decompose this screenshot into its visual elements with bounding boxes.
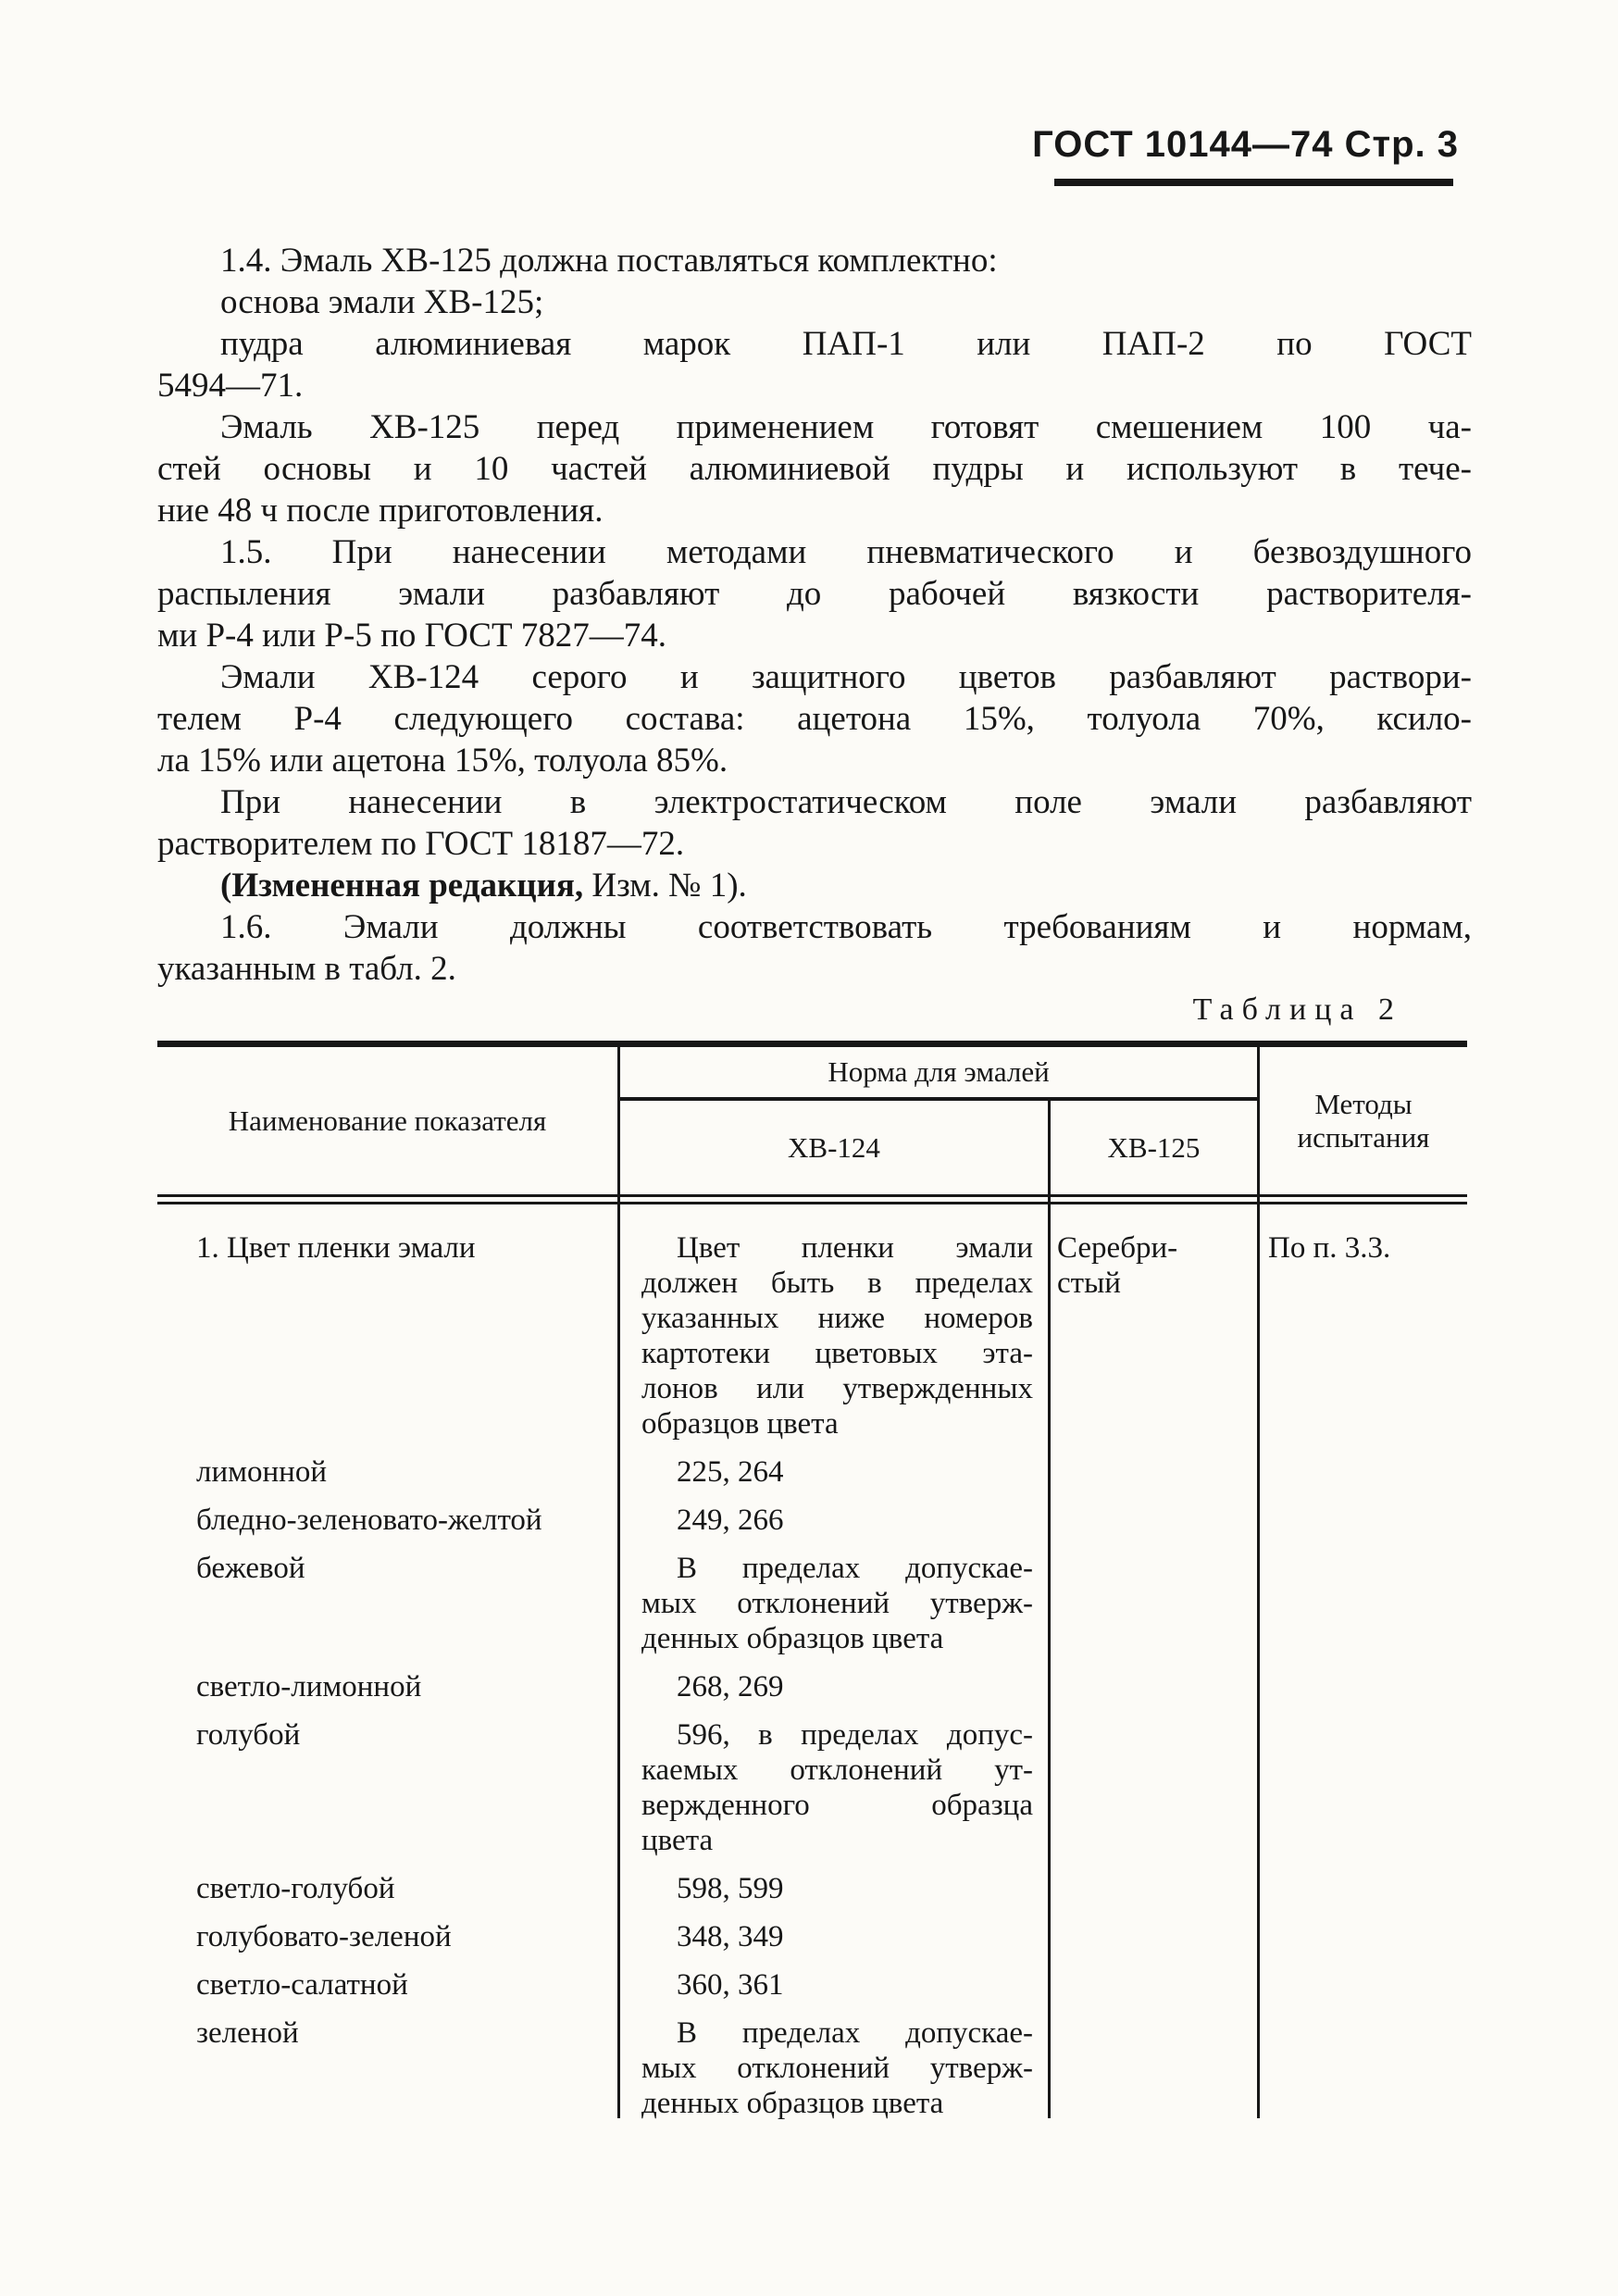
table-cell-line: стый [1057, 1267, 1121, 1300]
table-cell-line: 249, 266 [677, 1504, 784, 1537]
table-cell-line: бежевой [196, 1552, 305, 1585]
table-cell-line: лонов или утвержденных [641, 1372, 1033, 1405]
body-text [157, 240, 1472, 990]
table-cell [617, 1230, 1048, 1441]
paragraph-line: ние 48 ч после приготовления. [157, 492, 604, 530]
paragraph-line: Эмали ХВ-124 серого и защитного цветов разбавляют раствори- [220, 658, 1472, 696]
paragraph-line: телем Р-4 следующего состава: ацетона 15%, толуола 70%, ксило- [157, 700, 1472, 738]
table-cell [157, 1669, 617, 1704]
table-cell-line: зеленой [196, 2016, 299, 2050]
table-row [157, 1919, 1467, 1954]
table-cell [617, 2015, 1048, 2121]
paragraph-line: растворителем по ГОСТ 18187—72. [157, 825, 685, 863]
table-cell-line: 348, 349 [677, 1920, 784, 1953]
table-cell-line: цвета [641, 1824, 714, 1857]
paragraph [157, 906, 1472, 990]
table-cell [617, 1551, 1048, 1656]
table-cell-line: картотеки цветовых эта- [641, 1337, 1033, 1370]
table-row [157, 1454, 1467, 1490]
table-cell [617, 1503, 1048, 1538]
table-cell-line: лимонной [196, 1455, 327, 1489]
table-row [157, 1230, 1467, 1441]
table-cell [157, 1551, 617, 1586]
table-cell-line: В пределах допускае- [677, 1552, 1033, 1585]
table-row [157, 1967, 1467, 2003]
table-cell-line: должен быть в пределах [641, 1267, 1033, 1300]
page-header: ГОСТ 10144—74 Стр. 3 [1032, 124, 1459, 165]
table-cell [1048, 1230, 1257, 1301]
header-double-rule-top [157, 1194, 1467, 1197]
paragraph-line: стей основы и 10 частей алюминиевой пудры и используют в тече- [157, 450, 1472, 488]
table-cell-line: Серебри- [1057, 1231, 1178, 1265]
table-cell [157, 1871, 617, 1906]
table-cell-line: образцов цвета [641, 1407, 839, 1441]
table-cell-line: светло-лимонной [196, 1670, 422, 1703]
table-cell-line: 598, 599 [677, 1872, 784, 1905]
table-cell [157, 1717, 617, 1753]
table-row [157, 1551, 1467, 1656]
paragraph-line: При нанесении в электростатическом поле эмали разбавляют [220, 783, 1472, 821]
paragraph-line: ла 15% или ацетона 15%, толуола 85%. [157, 742, 728, 780]
table-cell-line: каемых отклонений ут- [641, 1753, 1033, 1787]
table-cell [157, 1230, 617, 1266]
column-header-xv124: ХВ-124 [788, 1130, 880, 1164]
bold-text: (Измененная редакция, [220, 867, 584, 905]
table-cell-line: голубой [196, 1718, 301, 1752]
table-cell-line: бледно-зеленовато-желтой [196, 1504, 542, 1537]
table-cell-line: 596, в пределах допус- [677, 1718, 1033, 1752]
column-header-indicator: Наименование показателя [228, 1104, 547, 1137]
standards-table [157, 1041, 1467, 2118]
header-double-rule-bottom [157, 1202, 1467, 1204]
table-cell [157, 2015, 617, 2051]
table-cell-line: светло-салатной [196, 1968, 408, 2002]
column-header-methods: Методы испытания [1297, 1087, 1430, 1154]
table-cell-line: мых отклонений утверж- [641, 2052, 1033, 2085]
table-cell [157, 1967, 617, 2003]
paragraph-line: 5494—71. [157, 367, 304, 405]
table-cell [1257, 1230, 1467, 1266]
table-row [157, 1669, 1467, 1704]
table-cell-line: вержденного образца [641, 1789, 1033, 1822]
paragraph-line: пудра алюминиевая марок ПАП-1 или ПАП-2 по ГОСТ [220, 325, 1472, 363]
table-cell-line: денных образцов цвета [641, 1622, 944, 1655]
paragraph-line: 1.6. Эмали должны соответствовать требованиям и нормам, [220, 908, 1472, 946]
table-cell-line: светло-голубой [196, 1872, 395, 1905]
table-row [157, 2015, 1467, 2121]
paragraph [157, 323, 1472, 406]
table-cell-line: По п. 3.3. [1268, 1231, 1391, 1265]
table-body [157, 1230, 1467, 2121]
paragraph-line: основа эмали ХВ-125; [220, 283, 544, 321]
table-cell-line: денных образцов цвета [641, 2087, 944, 2120]
paragraph-line: (Измененная редакция, Изм. № 1). [220, 867, 747, 905]
table-cell-line: мых отклонений утверж- [641, 1587, 1033, 1620]
table-cell [617, 1454, 1048, 1490]
paragraph-line: 1.5. При нанесении методами пневматического и безвоздушного [220, 533, 1472, 571]
table-cell [617, 1717, 1048, 1858]
paragraph [157, 865, 1472, 906]
table-top-border [157, 1041, 1467, 1047]
table-label: Таблица 2 [1192, 992, 1402, 1027]
page-header-rule [1054, 179, 1453, 186]
paragraph [157, 406, 1472, 531]
paragraph-line: распыления эмали разбавляют до рабочей вязкости растворителя- [157, 575, 1472, 613]
column-header-group: Норма для эмалей [828, 1055, 1050, 1088]
table-cell-line: 360, 361 [677, 1968, 784, 2002]
paragraph-line: Эмаль ХВ-125 перед применением готовят смешением 100 ча- [220, 408, 1472, 446]
table-row [157, 1503, 1467, 1538]
table-cell [617, 1669, 1048, 1704]
paragraph [157, 531, 1472, 656]
paragraph [157, 240, 1472, 281]
paragraph [157, 781, 1472, 865]
table-row [157, 1717, 1467, 1858]
table-cell [157, 1919, 617, 1954]
table-cell [617, 1871, 1048, 1906]
table-cell [157, 1503, 617, 1538]
table-cell-line: 225, 264 [677, 1455, 784, 1489]
paragraph-line: указанным в табл. 2. [157, 950, 456, 988]
paragraph [157, 281, 1472, 323]
table-cell-line: В пределах допускае- [677, 2016, 1033, 2050]
table-cell-line: Цвет пленки эмали [677, 1231, 1033, 1265]
paragraph [157, 656, 1472, 781]
column-header-xv125: ХВ-125 [1107, 1130, 1201, 1164]
table-cell [617, 1967, 1048, 2003]
table-row [157, 1871, 1467, 1906]
table-cell-line: указанных ниже номеров [641, 1302, 1033, 1335]
paragraph-line: 1.4. Эмаль ХВ-125 должна поставляться комплектно: [220, 242, 998, 280]
table-cell [617, 1919, 1048, 1954]
table-cell-line: 268, 269 [677, 1670, 784, 1703]
table-cell-line: 1. Цвет пленки эмали [196, 1231, 476, 1265]
table-cell [157, 1454, 617, 1490]
table-cell-line: голубовато-зеленой [196, 1920, 452, 1953]
paragraph-line: ми Р-4 или Р-5 по ГОСТ 7827—74. [157, 617, 667, 655]
